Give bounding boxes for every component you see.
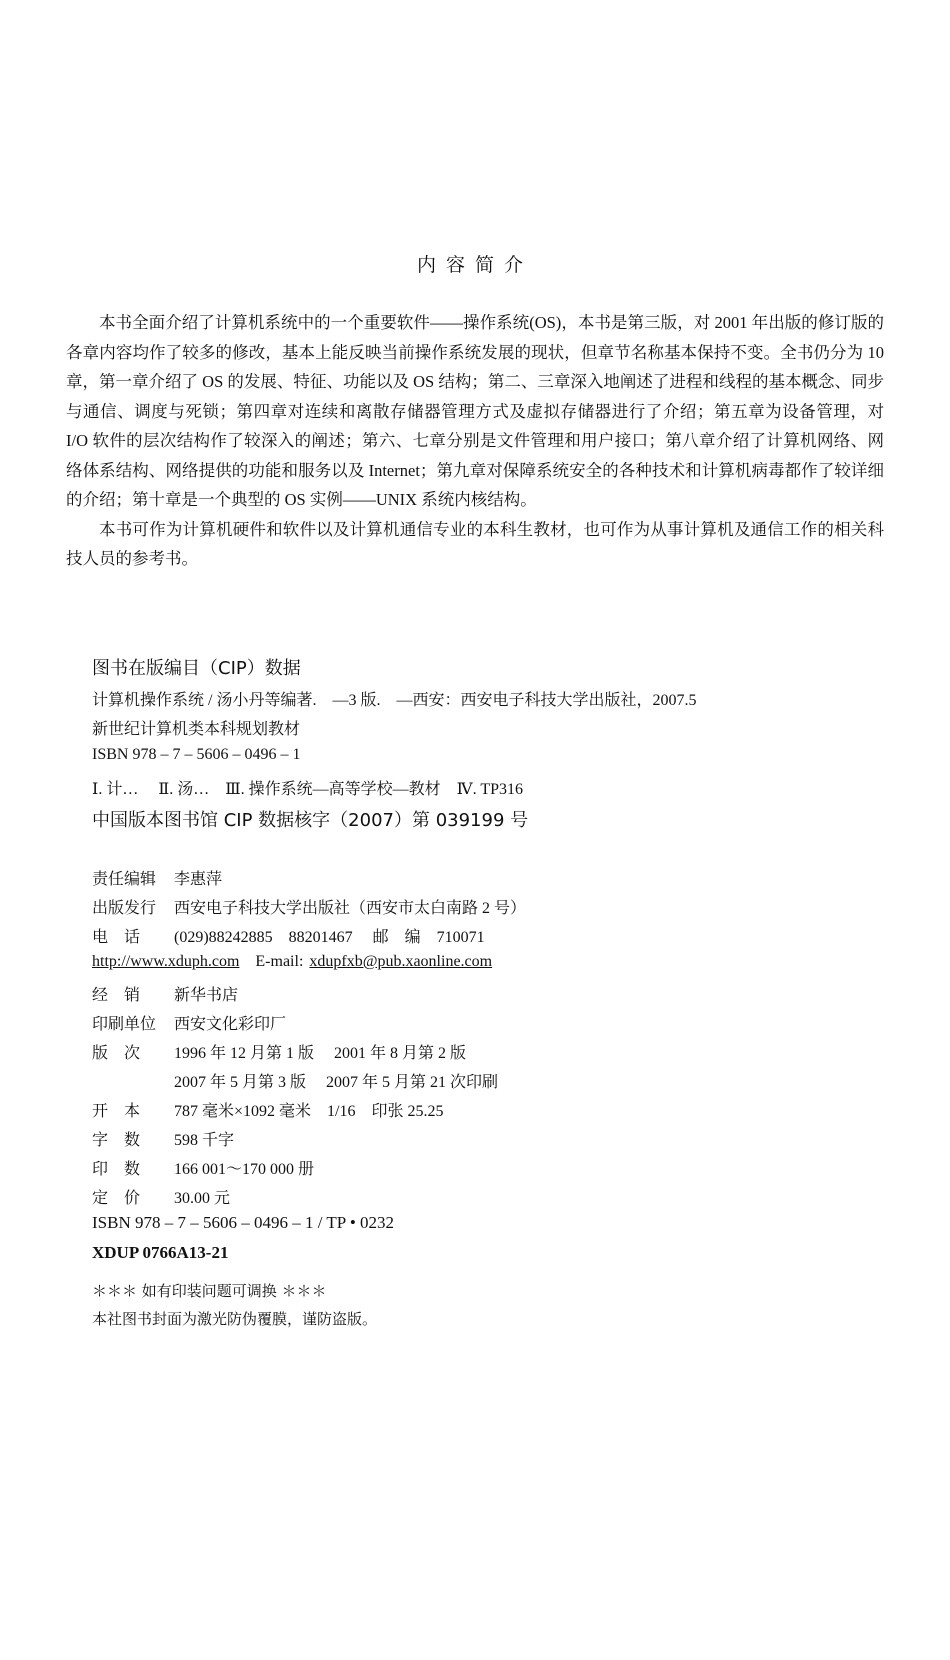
printer-row xyxy=(92,1011,286,1034)
xdup-code: XDUP 0766A13-21 xyxy=(92,1243,229,1262)
price-value: 30.00 元 xyxy=(174,1190,231,1207)
website-link[interactable]: http://www.xduph.com xyxy=(92,953,240,970)
cip-book-line xyxy=(92,687,696,710)
words-row xyxy=(92,1127,234,1150)
words-label: 字 数 xyxy=(92,1132,141,1149)
edition-row xyxy=(92,1040,466,1063)
price-row xyxy=(92,1185,230,1208)
cip-series: 新世纪计算机类本科规划教材 xyxy=(92,721,301,738)
full-isbn: ISBN 978 – 7 – 5606 – 0496 – 1 / TP • 0232 xyxy=(92,1213,395,1232)
edition-row-2 xyxy=(174,1069,498,1092)
publisher-row xyxy=(92,895,526,918)
summary-paragraph-2: 本书可作为计算机硬件和软件以及计算机通信专业的本科生教材，也可作为从事计算机及通信工作的相关科技人员的参考书。 xyxy=(66,519,884,568)
summary-paragraph-1: 本书全面介绍了计算机系统中的一个重要软件——操作系统(OS)，本书是第三版，对 2001 年出版的修订版的各章内容均作了较多的修改，基本上能反映当前操作系统发展的现状，但章节名称基本保持不变。全书仍分为 10 章，第一章介绍了 OS 的发展、特征、功能以及 OS 结构；第二、三章深入地阐述了进程和线程的基本概念、同步与通信、调度与死锁；第四章对连续和离散存储器管理方式及虚拟存储器进行了介绍；第五章为设备管理，对 I/O 软件的层次结构作了较深入的阐述；第六、七章分别是文件管理和用户接口；第八章介绍了计算机网络、网络体系结构、网络提供的功能和服务以及 Internet；第九章对保障系统安全的各种技术和计算机病毒都作了较详细的介绍；第十章是一个典型的 OS 实例——UNIX 系统内核结构。 xyxy=(66,313,884,509)
cip-isbn: ISBN 978 – 7 – 5606 – 0496 – 1 xyxy=(92,746,301,763)
print-run-row xyxy=(92,1156,314,1179)
print-run-value: 166 001～170 000 册 xyxy=(174,1161,315,1178)
reprint-notice: ＊＊＊ 如有印装问题可调换 ＊＊＊ xyxy=(92,1282,327,1300)
publisher-label: 出版发行 xyxy=(92,900,157,917)
print-run-label: 印 数 xyxy=(92,1161,141,1178)
words-value: 598 千字 xyxy=(174,1132,235,1149)
cip-record-number: 中国版本图书馆 CIP 数据核字（2007）第 039199 号 xyxy=(92,810,529,831)
price-label: 定 价 xyxy=(92,1190,141,1207)
publisher-value: 西安电子科技大学出版社（西安市太白南路 2 号） xyxy=(174,900,527,917)
printer-label: 印刷单位 xyxy=(92,1016,157,1033)
page-title: 内容简介 xyxy=(416,254,533,276)
editor-value: 李惠萍 xyxy=(174,871,223,888)
phone-label: 电 话 xyxy=(92,929,141,946)
cip-classification: Ⅰ. 计… Ⅱ. 汤… Ⅲ. 操作系统—高等学校—教材 Ⅳ. TP316 xyxy=(92,781,523,798)
edition-line-2: 2007 年 5 月第 3 版 2007 年 5 月第 21 次印刷 xyxy=(174,1074,499,1091)
edition-line-1: 1996 年 12 月第 1 版 2001 年 8 月第 2 版 xyxy=(174,1045,467,1062)
editor-label: 责任编辑 xyxy=(92,871,157,888)
phone-row xyxy=(92,924,485,947)
distributor-label: 经 销 xyxy=(92,987,141,1004)
email-label: E-mail: xyxy=(255,953,304,970)
printer-value: 西安文化彩印厂 xyxy=(174,1016,287,1033)
distributor-value: 新华书店 xyxy=(174,987,239,1004)
cip-heading: 图书在版编目（CIP）数据 xyxy=(92,658,301,679)
distributor-row xyxy=(92,982,238,1005)
format-row xyxy=(92,1098,443,1121)
web-contact-row xyxy=(92,953,492,971)
edition-label: 版 次 xyxy=(92,1045,141,1062)
summary-section xyxy=(66,308,884,574)
format-label: 开 本 xyxy=(92,1103,141,1120)
email-link[interactable]: xdupfxb@pub.xaonline.com xyxy=(309,953,493,970)
cip-book-details: / 汤小丹等编著. —3 版. —西安：西安电子科技大学出版社，2007.5 xyxy=(204,692,697,709)
format-value: 787 毫米×1092 毫米 1/16 印张 25.25 xyxy=(174,1103,444,1120)
editor-row xyxy=(92,866,222,889)
phone-value: (029)88242885 88201467 邮 编 710071 xyxy=(174,929,485,946)
anti-piracy-notice: 本社图书封面为激光防伪覆膜，谨防盗版。 xyxy=(92,1310,378,1328)
cip-book-title: 计算机操作系统 xyxy=(92,690,205,709)
